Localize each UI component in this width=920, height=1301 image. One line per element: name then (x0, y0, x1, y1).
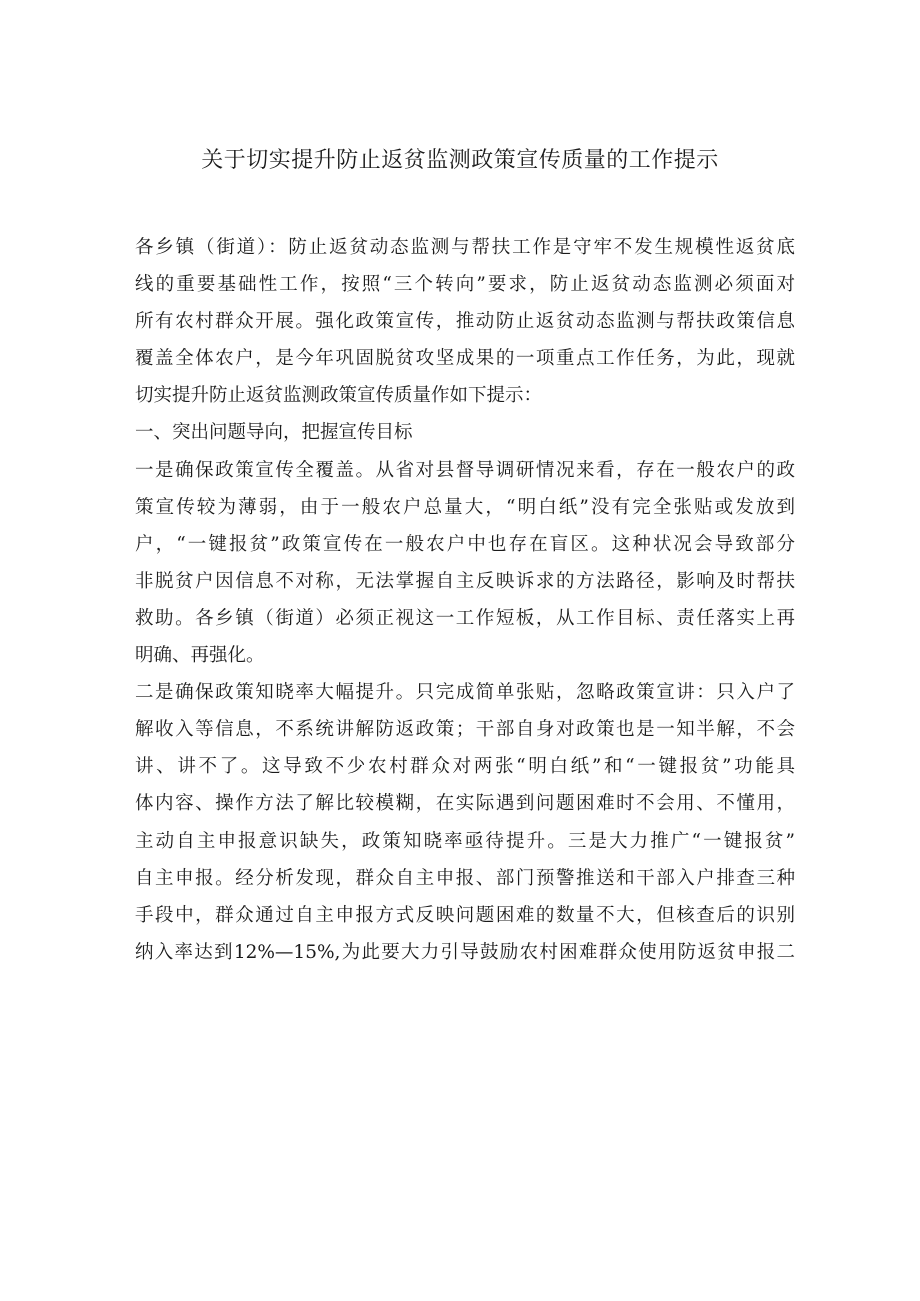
paragraph-line: 主动自主申报意识缺失，政策知晓率亟待提升。三是大力推广“一键报贫” (135, 830, 795, 852)
document-title: 关于切实提升防止返贫监测政策宣传质量的工作提示 (201, 148, 719, 173)
paragraph-line: 解收入等信息，不系统讲解防返政策；干部自身对政策也是一知半解，不会 (135, 719, 795, 741)
paragraph-line: 各乡镇（街道）：防止返贫动态监测与帮扶工作是守牢不发生规模性返贫底 (135, 237, 795, 258)
paragraph-line: 体内容、操作方法了解比较模糊，在实际遇到问题困难时不会用、不懂用， (135, 793, 795, 815)
paragraph-line: 所有农村群众开展。强化政策宣传，推动防止返贫动态监测与帮扶政策信息 (135, 311, 795, 333)
paragraph-line: 讲、讲不了。这导致不少农村群众对两张“明白纸”和“一键报贫”功能具 (135, 756, 795, 778)
paragraph-line: 纳入率达到12%—15%,为此要大力引导鼓励农村困难群众使用防返贫申报二 (135, 941, 795, 963)
paragraph-line: 非脱贫户因信息不对称，无法掌握自主反映诉求的方法路径，影响及时帮扶 (135, 570, 795, 592)
paragraph-line: 手段中，群众通过自主申报方式反映问题困难的数量不大，但核查后的识别 (135, 904, 795, 926)
paragraph-line: 自主申报。经分析发现，群众自主申报、部门预警推送和干部入户排查三种 (135, 867, 795, 889)
document-body (135, 229, 795, 971)
paragraph-line: 明确、再强化。 (135, 645, 265, 667)
paragraph-line: 覆盖全体农户，是今年巩固脱贫攻坚成果的一项重点工作任务，为此，现就 (135, 348, 795, 370)
paragraph-line: 二是确保政策知晓率大幅提升。只完成简单张贴，忽略政策宣讲：只入户了 (135, 682, 795, 704)
paragraph-line: 切实提升防止返贫监测政策宣传质量作如下提示： (135, 385, 543, 407)
paragraph-line: 一、突出问题导向，把握宣传目标 (135, 422, 413, 444)
paragraph-line: 救助。各乡镇（街道）必须正视这一工作短板，从工作目标、责任落实上再 (135, 607, 795, 629)
paragraph-line: 策宣传较为薄弱，由于一般农户总量大，“明白纸”没有完全张贴或发放到 (135, 496, 795, 518)
paragraph-line: 一是确保政策宣传全覆盖。从省对县督导调研情况来看，存在一般农户的政 (135, 459, 795, 481)
paragraph-line: 户，“一键报贫”政策宣传在一般农户中也存在盲区。这种状况会导致部分 (135, 533, 795, 555)
paragraph-line: 线的重要基础性工作，按照“三个转向”要求，防止返贫动态监测必须面对 (135, 274, 795, 296)
